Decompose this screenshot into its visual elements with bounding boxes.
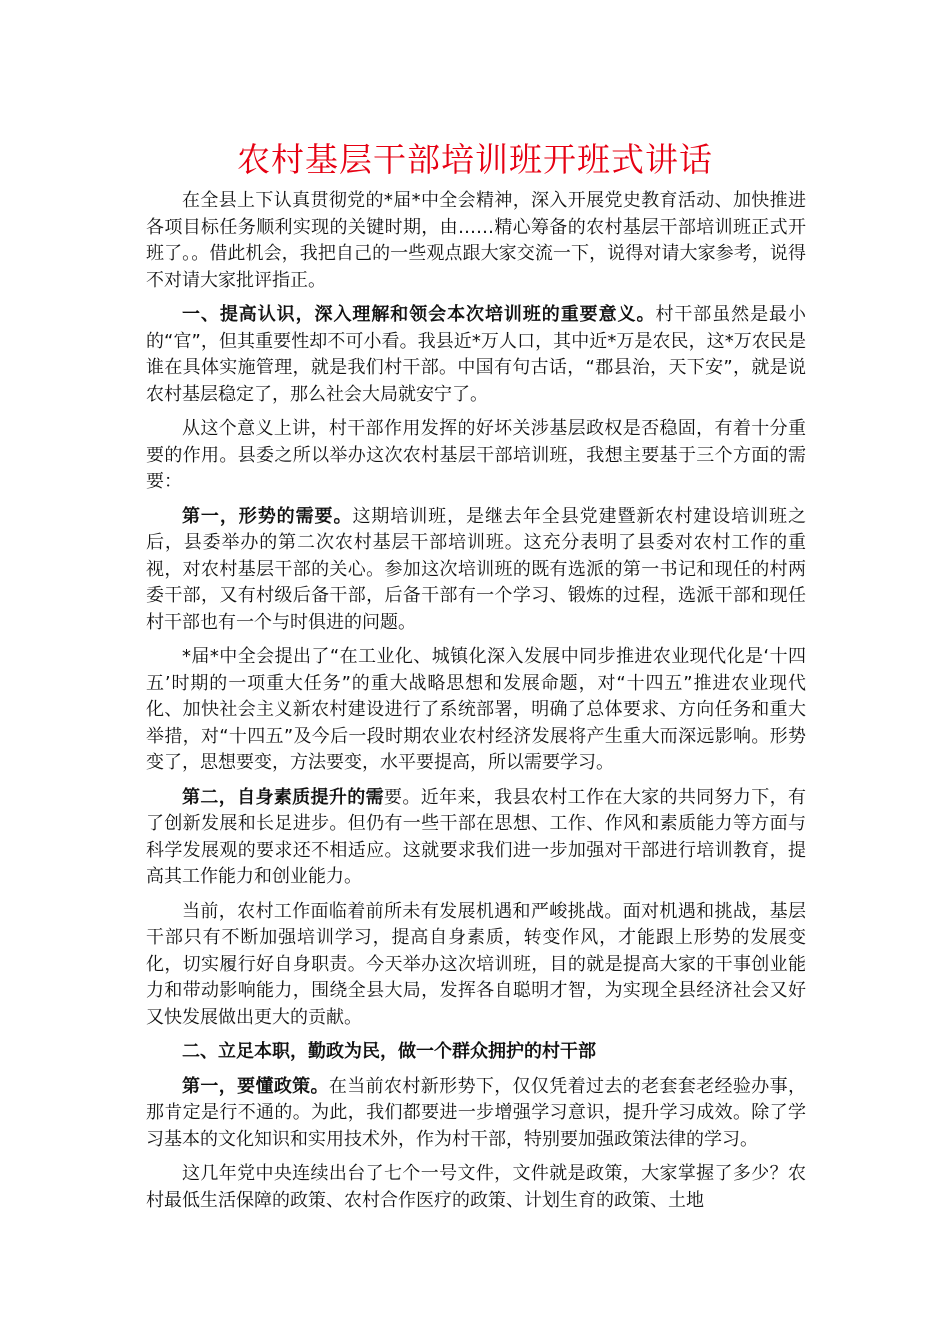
paragraph-text: *届*中全会提出了“在工业化、城镇化深入发展中同步推进农业现代化是‘十四五’时期的一项重大任务”的重大战略思想和发展命题，对“十四五”推进农业现代化、加快社会主义新农村建设进行了系统部署，明确了总体要求、方向任务和重大举措，对“十四五”及今后一段时期农业农村经济发展将产生重大而深远影响。形势变了，思想要变，方法要变，水平要提高，所以需要学习。 (146, 646, 806, 773)
paragraph-6 (146, 785, 806, 891)
paragraph-text: 要。近年来，我县农村工作在大家的共同努力下，有了创新发展和长足进步。但仍有一些干部在思想、工作、作风和素质能力等方面与科学发展观的要求还不相适应。这就要求我们进一步加强对干部进行培训教育，提高其工作能力和创业能力。 (146, 786, 806, 887)
paragraph-5 (146, 644, 806, 777)
paragraph-text: 这几年党中央连续出台了七个一号文件，文件就是政策，大家掌握了多少？农村最低生活保障的政策、农村合作医疗的政策、计划生育的政策、土地 (146, 1163, 806, 1211)
document-title: 农村基层干部培训班开班式讲话 (237, 140, 713, 179)
paragraph-4 (146, 504, 806, 637)
paragraph-lead: 第一，要懂政策。 (182, 1075, 329, 1097)
paragraph-text: 村干部虽然是最小的“官”，但其重要性却不可小看。我县近*万人口，其中近*万是农民，这*万农民是谁在具体实施管理，就是我们村干部。中国有句古话，“郡县治，天下安”，就是说农村基层稳定了，那么社会大局就安宁了。 (146, 304, 806, 405)
paragraph-10 (146, 1161, 806, 1214)
paragraph-text: 当前，农村工作面临着前所未有发展机遇和严峻挑战。面对机遇和挑战，基层干部只有不断加强培训学习，提高自身素质，转变作风，才能跟上形势的发展变化，切实履行好自身职责。今天举办这次培训班，目的就是提高大家的干事创业能力和带动影响能力，围绕全县大局，发挥各自聪明才智，为实现全县经济社会又好又快发展做出更大的贡献。 (146, 900, 806, 1028)
paragraph-lead: 第二，自身素质提升的需 (182, 786, 384, 808)
paragraph-3 (146, 416, 806, 496)
paragraph-text: 在全县上下认真贯彻党的*届*中全会精神，深入开展党史教育活动、加快推进各项目标任务顺利实现的关键时期，由……精心筹备的农村基层干部培训班正式开班了。。借此机会，我把自己的一些观点跟大家交流一下，说得对请大家参考，说得不对请大家批评指正。 (146, 190, 806, 291)
paragraph-text: 这期培训班，是继去年全县党建暨新农村建设培训班之后，县委举办的第二次农村基层干部培训班。这充分表明了县委对农村工作的重视，对农村基层干部的关心。参加这次培训班的既有选派的第一书记和现任的村两委干部，又有村级后备干部，后备干部有一个学习、锻炼的过程，选派干部和现任村干部也有一个与时俱进的问题。 (146, 505, 806, 633)
paragraph-9 (146, 1074, 806, 1154)
paragraph-lead: 第一，形势的需要。 (182, 505, 353, 527)
paragraph-lead: 二、立足本职，勤政为民，做一个群众拥护的村干部 (182, 1041, 596, 1062)
paragraph-lead: 一、提高认识，深入理解和领会本次培训班的重要意义。 (182, 304, 656, 325)
paragraph-text: 在当前农村新形势下，仅仅凭着过去的老套套老经验办事，那肯定是行不通的。为此，我们都要进一步增强学习意识，提升学习成效。除了学习基本的文化知识和实用技术外，作为村干部，特别要加强政策法律的学习。 (146, 1075, 807, 1150)
document-body (146, 188, 806, 1222)
paragraph-2 (146, 302, 806, 408)
section-heading-2 (146, 1039, 806, 1066)
paragraph-7 (146, 899, 806, 1032)
paragraph-text: 从这个意义上讲，村干部作用发挥的好坏关涉基层政权是否稳固，有着十分重要的作用。县委之所以举办这次农村基层干部培训班，我想主要基于三个方面的需要： (146, 418, 806, 492)
paragraph-1 (146, 188, 806, 294)
